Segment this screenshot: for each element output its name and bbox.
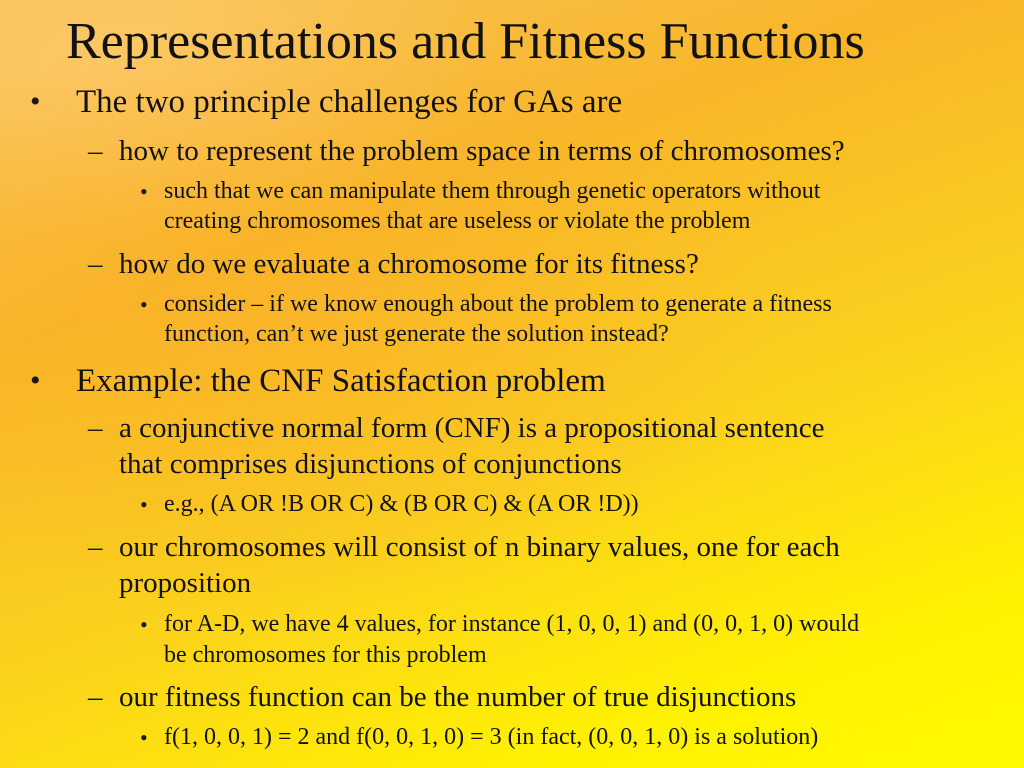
dash-marker: – bbox=[88, 135, 103, 167]
bullet-level2-text: a conjunctive normal form (CNF) is a propositional sentence bbox=[119, 412, 825, 444]
bullet-level3-text: creating chromosomes that are useless or violate the problem bbox=[164, 208, 751, 234]
dash-marker: – bbox=[88, 681, 103, 713]
dash-marker: – bbox=[88, 531, 103, 563]
slide-title: Representations and Fitness Functions bbox=[66, 13, 865, 70]
bullet-level3-text: such that we can manipulate them through genetic operators without bbox=[164, 178, 821, 204]
bullet-dot: • bbox=[140, 292, 148, 317]
bullet-level2-text: how to represent the problem space in terms of chromosomes? bbox=[119, 135, 845, 167]
bullet-dot: • bbox=[140, 179, 148, 204]
bullet-level3-text: for A-D, we have 4 values, for instance (1, 0, 0, 1) and (0, 0, 1, 0) would bbox=[164, 611, 860, 637]
bullet-level3-text: be chromosomes for this problem bbox=[164, 642, 487, 668]
bullet-level2-text: that comprises disjunctions of conjunctions bbox=[119, 448, 622, 480]
bullet-level2-text: our fitness function can be the number of true disjunctions bbox=[119, 681, 797, 713]
bullet-level2-text: proposition bbox=[119, 567, 252, 599]
bullet-dot: • bbox=[140, 725, 148, 750]
dash-marker: – bbox=[88, 412, 103, 444]
bullet-level3-text: function, can’t we just generate the solution instead? bbox=[164, 321, 669, 347]
bullet-level3-text: e.g., (A OR !B OR C) & (B OR C) & (A OR !D)) bbox=[164, 491, 639, 517]
bullet-level1-text: Example: the CNF Satisfaction problem bbox=[76, 363, 606, 399]
bullet-level3-text: f(1, 0, 0, 1) = 2 and f(0, 0, 1, 0) = 3 (in fact, (0, 0, 1, 0) is a solution) bbox=[164, 724, 819, 750]
bullet-level3-text: consider – if we know enough about the problem to generate a fitness bbox=[164, 291, 832, 317]
bullet-level2-text: how do we evaluate a chromosome for its fitness? bbox=[119, 248, 699, 280]
bullet-dot: • bbox=[30, 364, 41, 397]
bullet-dot: • bbox=[30, 85, 41, 118]
bullet-level2-text: our chromosomes will consist of n binary values, one for each bbox=[119, 531, 840, 563]
bullet-level1-text: The two principle challenges for GAs are bbox=[76, 84, 623, 120]
bullet-dot: • bbox=[140, 612, 148, 637]
bullet-dot: • bbox=[140, 492, 148, 517]
dash-marker: – bbox=[88, 248, 103, 280]
